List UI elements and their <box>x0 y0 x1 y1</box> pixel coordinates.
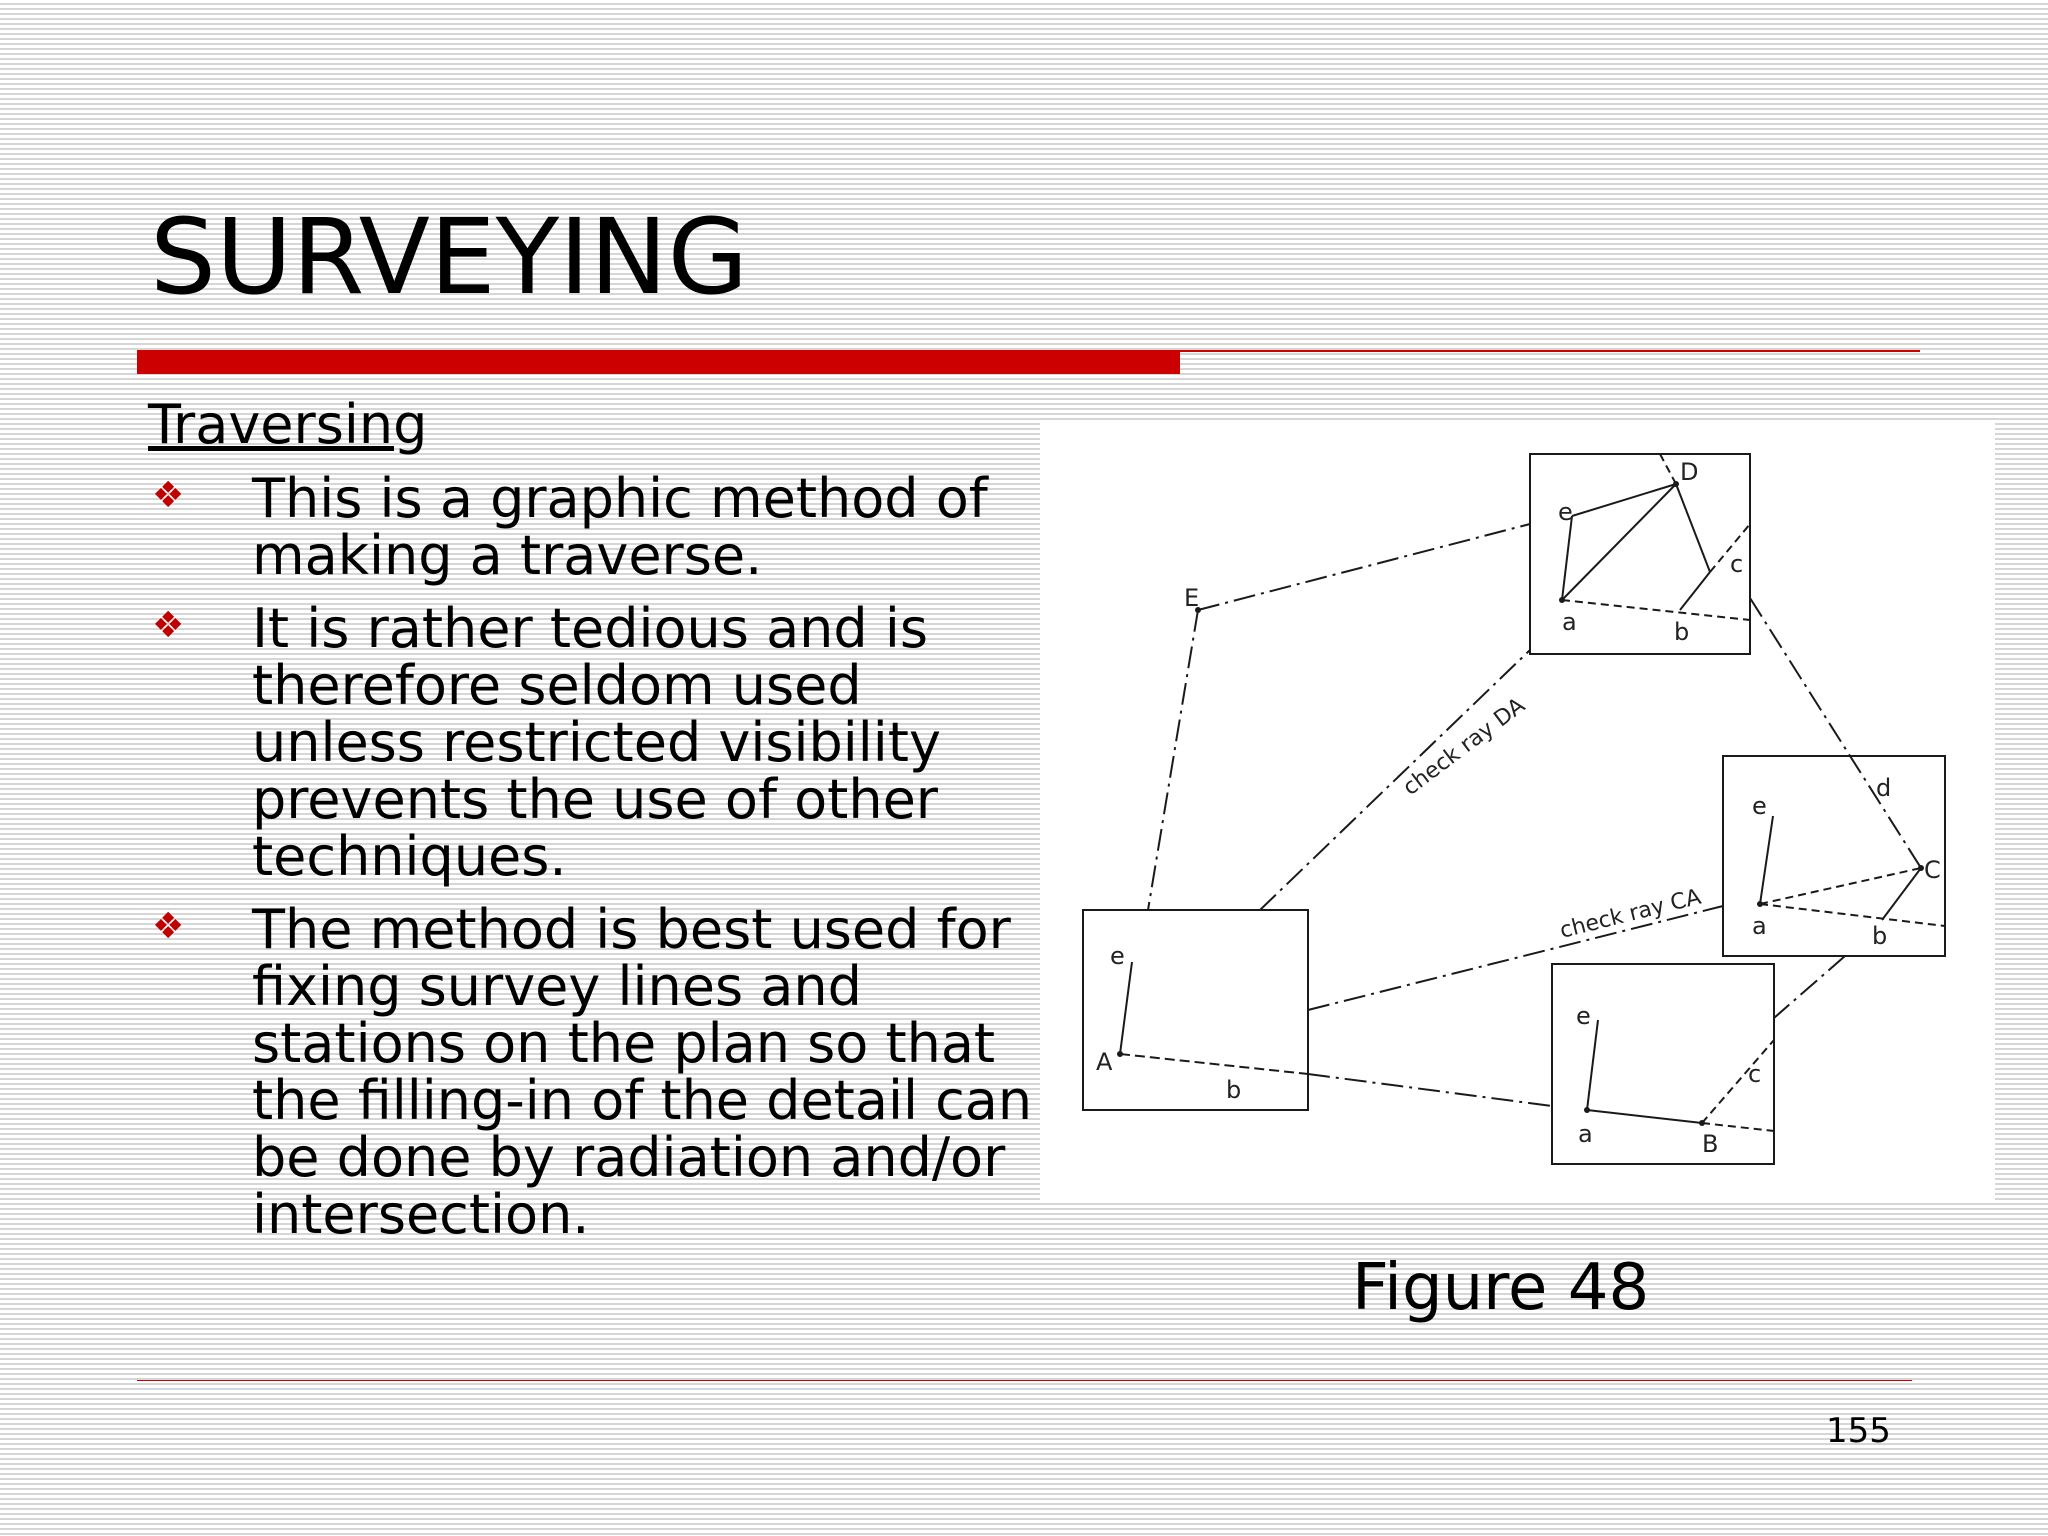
bullet-text: This is a graphic method of making a traverse. <box>252 467 988 587</box>
label-board-b-c: c <box>1748 1060 1762 1088</box>
label-station-E: E <box>1184 584 1200 612</box>
label-check-ray-DA: check ray DA <box>1398 693 1530 801</box>
bullet-text: The method is best used for fixing survey lines and stations on the plan so that the filling-in of the detail can be done by radiation and/or intersection. <box>252 898 1033 1246</box>
label-board-d-b: b <box>1674 618 1690 646</box>
station-point-A <box>1117 1051 1123 1057</box>
traverse-diagram <box>1040 420 1995 1203</box>
board-c-ray-ae <box>1760 816 1773 904</box>
station-point-B <box>1699 1120 1705 1126</box>
label-board-c-d: d <box>1876 774 1892 802</box>
label-board-d-a: a <box>1562 608 1577 636</box>
board-d-ray-D-ext <box>1660 454 1676 484</box>
label-station-B: B <box>1702 1130 1719 1158</box>
label-station-D: D <box>1680 458 1699 486</box>
board-d-ray-Dc <box>1676 484 1710 572</box>
bullet-text: It is rather tedious and is therefore seldom used unless restricted visibility prevents the use of other techniques. <box>252 597 941 888</box>
page-number: 155 <box>1826 1411 1891 1451</box>
bullet-item <box>150 467 1050 587</box>
check-ray-CA-line <box>1308 906 1723 1010</box>
label-station-C: C <box>1924 856 1941 884</box>
footer-rule <box>137 1380 1912 1381</box>
board-c-point-a <box>1757 901 1763 907</box>
label-board-c-a: a <box>1752 912 1767 940</box>
check-ray-DA-line <box>1260 650 1530 910</box>
label-board-c-b: b <box>1872 922 1888 950</box>
diamond-cluster-icon: ❖ <box>152 475 185 516</box>
board-b-ray-aB <box>1587 1110 1702 1123</box>
traverse-figure <box>1040 420 1995 1203</box>
board-d-ray-ae <box>1562 516 1572 600</box>
board-a-ray-ab <box>1120 1054 1308 1074</box>
label-board-c-e: e <box>1752 792 1767 820</box>
label-board-a-e: e <box>1110 942 1125 970</box>
label-board-b-e: e <box>1576 1002 1591 1030</box>
label-check-ray-CA: check ray CA <box>1557 884 1704 944</box>
slide-title: SURVEYING <box>150 196 749 318</box>
bullet-item <box>150 898 1050 1246</box>
board-b-point-a <box>1584 1107 1590 1113</box>
traverse-leg-EA <box>1148 610 1198 910</box>
title-underline-thin <box>1180 350 1920 352</box>
station-point-D <box>1673 481 1679 487</box>
plane-table-board-a <box>1083 910 1308 1110</box>
section-heading: Traversing <box>148 393 428 456</box>
label-board-d-e: e <box>1558 498 1573 526</box>
board-b-ray-ae <box>1587 1020 1598 1110</box>
label-board-d-c: c <box>1730 550 1744 578</box>
bullet-item <box>150 597 1050 888</box>
board-d-ray-cb <box>1680 572 1710 610</box>
board-d-ray-ab <box>1562 600 1750 620</box>
traverse-leg-CB <box>1774 956 1845 1018</box>
label-station-A: A <box>1096 1048 1113 1076</box>
board-c-ray-ab <box>1760 904 1945 926</box>
label-board-b-a: a <box>1578 1120 1593 1148</box>
diamond-cluster-icon: ❖ <box>152 906 185 947</box>
board-a-ray-ae <box>1120 962 1132 1054</box>
bullet-list <box>150 467 1050 1259</box>
figure-caption: Figure 48 <box>1352 1251 1650 1325</box>
traverse-leg-ED <box>1198 524 1530 610</box>
board-d-point-a <box>1559 597 1565 603</box>
diamond-cluster-icon: ❖ <box>152 605 185 646</box>
traverse-leg-DC <box>1750 598 1921 868</box>
label-board-a-b: b <box>1226 1076 1242 1104</box>
traverse-leg-AB <box>1308 1074 1552 1106</box>
title-underline-thick <box>137 350 1180 374</box>
board-b-ray-Bc <box>1702 1040 1774 1123</box>
